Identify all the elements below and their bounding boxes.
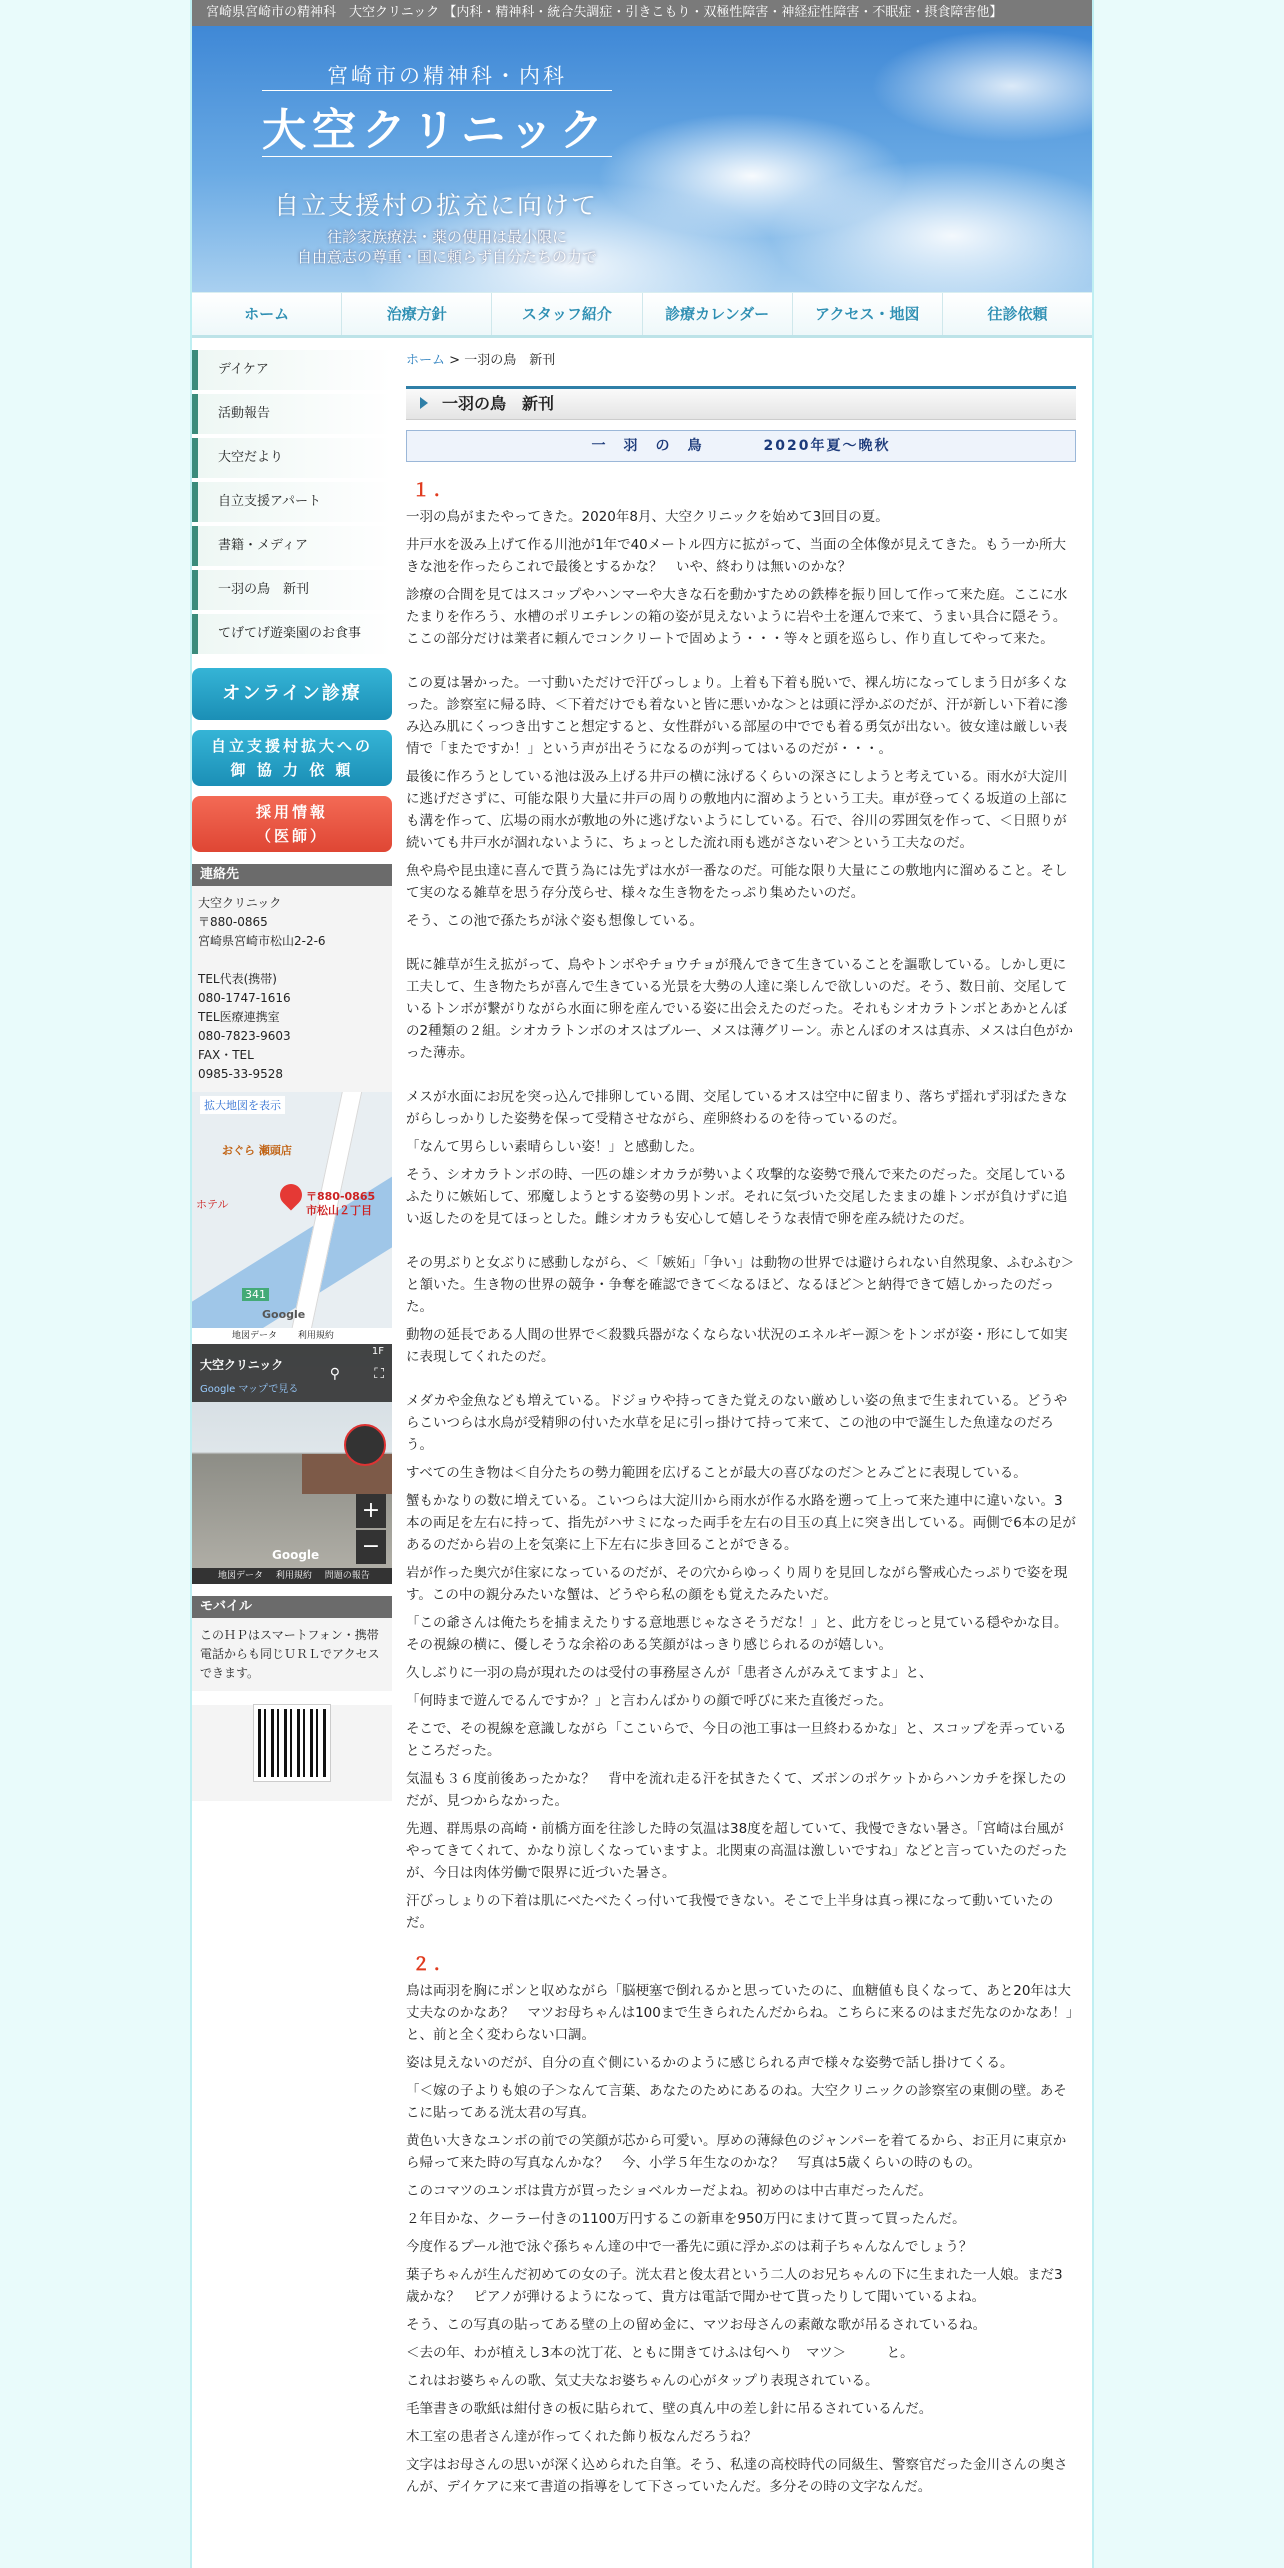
recruit-label-1: 採用情報 (255, 803, 328, 821)
contact-heading: 連絡先 (192, 864, 392, 886)
article-paragraph: ２年目かな、クーラー付きの1100万円するこの新車を950万円にまけて貰って買ったんだ。 (406, 2211, 966, 2227)
contact-line: 080-1747-1616 (198, 991, 291, 1005)
section-heading: ２． (412, 1954, 456, 1975)
side-item-newsletter[interactable]: 大空だより (192, 438, 392, 478)
banner-divider (262, 90, 612, 91)
map-footer (192, 1328, 392, 1344)
contact-line: FAX・TEL (198, 1048, 254, 1062)
nav-house-call[interactable]: 往診依頼 (987, 305, 1048, 323)
nav-calendar[interactable]: 診療カレンダー (643, 293, 793, 335)
banner-desc-2: 自由意志の尊重・国に頼らず自分たちの力で (296, 248, 597, 266)
article-paragraph: 今度作るプール池で泳ぐ孫ちゃん達の中で一番先に頭に浮かぶのは莉子ちゃんなんでしょう？ (406, 2239, 973, 2255)
mobile-heading: モバイル (192, 1596, 392, 1618)
article-paragraph: 「何時まで遊んでるんですか？」と言わんばかりの顔で呼びに来た直後だった。 (406, 1693, 892, 1709)
main-content (406, 350, 1076, 2504)
breadcrumb-current: 一羽の鳥 新刊 (464, 353, 556, 368)
side-item-bird[interactable]: 一羽の鳥 新刊 (192, 570, 392, 610)
street-view-maps-link[interactable]: Google マップで見る (200, 1384, 299, 1395)
article-paragraph: 「＜嫁の子よりも娘の子＞なんて言葉、あなたのためにあるのね。大空クリニックの診察室の東側の壁。あそこに貼ってある洸太君の写真。 (406, 2083, 1067, 2121)
article-body (406, 476, 1076, 2498)
side-menu (192, 350, 392, 654)
play-arrow-icon (420, 397, 428, 409)
qr-code-icon (254, 1705, 330, 1781)
article-paragraph: 一羽の鳥がまたやってきた。2020年8月、大空クリニックを始めて3回目の夏。 (406, 509, 889, 525)
article-paragraph: 木工室の患者さん達が作ってくれた飾り板なんだろうね？ (406, 2429, 757, 2445)
article-paragraph: そう、この写真の貼ってある壁の上の留め金に、マツお母さんの素敵な歌が吊るされているね。 (406, 2317, 987, 2333)
section-heading: １． (412, 480, 456, 501)
street-view-floor: 1F (371, 1346, 384, 1357)
article-paragraph: このコマツのユンボは貴方が買ったショベルカーだよね。初めのは中古車だったんだ。 (406, 2183, 932, 2199)
article-paragraph: 黄色い大きなユンボの前での笑顔が芯から可愛い。厚めの薄緑色のジャンパーを着てるから、お正月に東京から帰って来た時の写真なんかな？ 今、小学５年生なのかな？ 写真は5歳くらいの時のもの。 (406, 2133, 1067, 2171)
article-paragraph: 文字はお母さんの思いが深く込められた自筆。そう、私達の高校時代の同級生、警察官だった金川さんの奥さんが、デイケアに来て書道の指導をして下さっていたんだ。多分その時の文字なんだ。 (406, 2457, 1068, 2495)
map-embed[interactable] (192, 1092, 392, 1344)
article-paragraph: 魚や鳥や昆虫達に喜んで貰う為には先ずは水が一番なのだ。可能な限り大量にこの敷地内に溜めること。そして実のなる雑草を思う存分茂らせ、様々な生き物をたっぷり集めたいのだ。 (406, 863, 1068, 901)
global-nav (192, 292, 1092, 338)
contact-info (192, 886, 392, 1092)
street-view-title: 大空クリニック (200, 1358, 284, 1372)
map-address-1: 〒880-0865 (306, 1190, 376, 1203)
nav-access[interactable]: アクセス・地図 (793, 293, 943, 335)
article-paragraph: 診療の合間を見てはスコップやハンマーや大きな石を動かすための鉄棒を振り回して作って来た庭。ここに水たまりを作ろう、水槽のポリエチレンの箱の姿が見えないように岩や土を運んで来て、うまい具合に隠そう。ここの部分だけは業者に頼んでコンクリートで固めよう・・・等々と頭を巡らし、作り直してやって来た。 (406, 587, 1068, 647)
article-paragraph: 動物の延長である人間の世界で＜殺戮兵器がなくならない状況のエネルギー源＞をトンボが姿・形にして如実に表現してくれたのだ。 (406, 1327, 1068, 1365)
article-paragraph: 葉子ちゃんが生んだ初めての女の子。洸太君と俊太君という二人のお兄ちゃんの下に生まれた一人娘。まだ3歳かな？ ピアノが弾けるようになって、貴方は電話で聞かせて貰ったりして聞いているよね。 (406, 2267, 1063, 2305)
street-terms-link[interactable]: 利用規約 (275, 1571, 312, 1581)
article-paragraph: 姿は見えないのだが、自分の直ぐ側にいるかのように感じられる声で様々な姿勢で話し掛けてくる。 (406, 2055, 1014, 2071)
article-paragraph: 毛筆書きの歌紙は紺付きの板に貼られて、壁の真ん中の差し針に吊るされているんだ。 (406, 2401, 933, 2417)
map-terms-link[interactable]: 利用規約 (297, 1331, 334, 1341)
article-paragraph: ＜去の年、わが植えし3本の沈丁花、ともに開きてけふは匂へり マツ＞ と。 (406, 2345, 914, 2361)
contact-line: 大空クリニック (198, 896, 282, 910)
contact-line: 宮崎県宮崎市松山2-2-6 (198, 934, 326, 948)
mobile-text: このＨＰはスマートフォン・携帯電話からも同じＵＲＬでアクセスできます。 (192, 1618, 392, 1691)
article-subtitle (406, 430, 1076, 462)
coop-label-1: 自立支援村拡大への (210, 737, 373, 755)
map-label-hotel: ホテル (196, 1198, 229, 1211)
article-paragraph: 井戸水を汲み上げて作る川池が1年で40メートル四方に拡がって、当面の全体像が見えてきた。もう一か所大きな池を作ったらこれで最後とするかな？ いや、終わりは無いのかな？ (406, 537, 1066, 575)
cooperation-request-button[interactable] (192, 730, 392, 786)
recruit-label-2: （医師） (255, 827, 328, 845)
map-enlarge-link[interactable]: 拡大地図を表示 (200, 1096, 285, 1114)
article-paragraph: 岩が作った奥穴が住家になっているのだが、その穴からゆっくり周りを見回しながら警戒心たっぷりで姿を現す。この中の親分みたいな蟹は、どうやら私の顔をも覚えたみたいだ。 (406, 1565, 1068, 1603)
map-label-shop: おぐら 瀬頭店 (222, 1144, 292, 1157)
article-paragraph: メスが水面にお尻を突っ込んで排卵している間、交尾しているオスは空中に留まり、落ちず揺れず羽ばたきながらしっかりした姿勢を保って受精させながら、産卵終わるのを待っているのだ。 (406, 1089, 1068, 1127)
map-address-2: 市松山２丁目 (306, 1204, 372, 1217)
map-data-link[interactable]: 地図データ (232, 1331, 278, 1341)
article-paragraph: 鳥は両羽を胸にポンと収めながら「脳梗塞で倒れるかと思っていたのに、血糖値も良くなって、あと20年は大丈夫なのかなあ？ マツお母ちゃんは100まで生きられたんだからね。こちらに来るのはまだ先なのかなあ！」と、前と全く変わらない口調。 (406, 1983, 1073, 2043)
article-paragraph: 既に雑草が生え拡がって、鳥やトンボやチョウチョが飛んできて生きていることを謳歌している。しかし更に工夫して、生き物たちが喜んで生きている光景を大勢の人達に楽しんで欲しいのだ。そう、数日前、交尾しているトンボが繋がりながら水面に卵を産んでいる姿に出会えたのだった。それもシオカラトンボとあかとんぼの2種類の２組。シオカラトンボのオスはブルー、メスは薄グリーン。赤とんぼのオスは真赤、メスは白色がかった薄赤。 (406, 957, 1073, 1061)
article-paragraph: そう、この池で孫たちが泳ぐ姿も想像している。 (406, 913, 703, 929)
zoom-in-button[interactable]: + (356, 1494, 386, 1528)
article-paragraph: これはお婆ちゃんの歌、気丈夫なお婆ちゃんの心がタップり表現されている。 (406, 2373, 879, 2389)
breadcrumb-home-link[interactable]: ホーム (406, 353, 446, 368)
article-paragraph: そう、シオカラトンボの時、一匹の雄シオカラが勢いよく攻撃的な姿勢で飛んで来たのだった。交尾しているふたりに嫉妬して、邪魔しようとする姿勢の男トンボ。それに気づいた交尾したままの雄トンボが負けずに追い返したのを見てほっとした。雌シオカラも安心して嬉しそうな表情で卵を産み続けたのだ。 (406, 1167, 1068, 1227)
breadcrumb (406, 350, 1076, 372)
street-view-header (192, 1344, 392, 1402)
article-paragraph: 気温も３６度前後あったかな？ 背中を流れ走る汗を拭きたくて、ズボンのポケットからハンカチを探したのだが、見つからなかった。 (406, 1771, 1067, 1809)
side-item-reports[interactable]: 活動報告 (192, 394, 392, 434)
article-paragraph: メダカや金魚なども増えている。ドジョウや持ってきた覚えのない厳めしい姿の魚まで生まれている。どうやらこいつらは水鳥が受精卵の付いた水草を足に引っ掛けて持って来て、この池の中で誕生した魚達なのだろう。 (406, 1393, 1068, 1453)
article-subtitle-main: 一 羽 の 鳥 (591, 438, 704, 454)
contact-line: 0985-33-9528 (198, 1067, 284, 1081)
map-google-logo: Google (262, 1308, 306, 1321)
side-item-meals[interactable]: てげてげ遊楽園のお食事 (192, 614, 392, 654)
street-mapdata-link[interactable]: 地図データ (218, 1571, 264, 1581)
nav-staff[interactable]: スタッフ紹介 (492, 293, 642, 335)
qr-code-box (192, 1705, 392, 1801)
nav-home[interactable]: ホーム (192, 293, 342, 335)
contact-line: 〒880-0865 (198, 915, 268, 929)
map-route-badge: 341 (242, 1288, 269, 1301)
contact-line (198, 951, 386, 970)
side-item-daycare[interactable]: デイケア (192, 350, 392, 390)
side-item-books[interactable]: 書籍・メディア (192, 526, 392, 566)
banner-divider (262, 156, 612, 157)
contact-line: TEL医療連携室 (198, 1010, 280, 1024)
contact-line: TEL代表(携帯) (198, 972, 277, 986)
article-paragraph: 汗びっしょりの下着は肌にべたべたくっ付いて我慢できない。そこで上半身は真っ裸になって動いていたのだ。 (406, 1893, 1054, 1931)
recruit-button[interactable] (192, 796, 392, 852)
side-item-apartment[interactable]: 自立支援アパート (192, 482, 392, 522)
banner-subtitle: 宮崎市の精神科・内科 (327, 64, 567, 88)
banner-slogan: 自立支援村の拡充に向けて (274, 191, 599, 220)
zoom-out-button[interactable]: − (356, 1530, 386, 1564)
coop-label-2: 御 協 力 依 頼 (230, 761, 354, 779)
sidebar (192, 350, 392, 1801)
article-paragraph: 蟹もかなりの数に増えている。こいつらは大淀川から雨水が作る水路を遡って上って来た連中に違いない。3本の両足を左右に持って、指先がハサミになった両手を左右の目玉の真上に突き出している。両側で6本の足があるのだから岩の上を気楽に上下左右に歩き回ることができる。 (406, 1493, 1076, 1553)
contact-line: 080-7823-9603 (198, 1029, 291, 1043)
article-paragraph: その男ぶりと女ぶりに感動しながら、＜「嫉妬」「争い」は動物の世界では避けられない自然現象、ふむふむ＞と頷いた。生き物の世界の競争・争奪を確認できて＜なるほど、なるほど＞と納得できて嬉しかったのだった。 (406, 1255, 1075, 1315)
article-paragraph: この夏は暑かった。一寸動いただけで汗びっしょり。上着も下着も脱いで、裸ん坊になってしまう日が多くなった。診察室に帰る時、＜下着だけでも着ないと皆に悪いかな＞とは頭に浮かぶのだが、汗が新しい下着に滲み込み肌にくっつき出すこと想定すると、女性群がいる部屋の中ででも着る勇気が出ない。彼女達は厳しい表情で「またですか！」という声が出そうになるのが判ってはいるのだが・・・。 (406, 675, 1068, 757)
fullscreen-icon[interactable]: ⛶ (374, 1366, 384, 1382)
article-paragraph: 久しぶりに一羽の鳥が現れたのは受付の事務屋さんが「患者さんがみえてますよ」と、 (406, 1665, 933, 1681)
nav-policy[interactable]: 治療方針 (342, 293, 492, 335)
location-icon[interactable]: ⚲ (329, 1366, 340, 1382)
breadcrumb-separator: > (445, 353, 465, 368)
article-paragraph: そこで、その視線を意識しながら「ここいらで、今日の池工事は一旦終わるかな」と、スコップを弄っているところだった。 (406, 1721, 1067, 1759)
article-paragraph: 「この爺さんは俺たちを捕まえたりする意地悪じゃなさそうだな！」と、此方をじっと見ている穏やかな目。その視線の横に、優しそうな余裕のある笑顔がはっきり感じられるのが嬉しい。 (406, 1615, 1068, 1653)
article-paragraph: 「なんて男らしい素晴らしい姿！」と感動した。 (406, 1139, 703, 1155)
article-paragraph: 先週、群馬県の高崎・前橋方面を往診した時の気温は38度を超していて、我慢できない暑さ。「宮崎は台風がやってきてくれて、かなり涼しくなっていますよ。北関東の高温は激しいですね」などと言っていたのだったが、今日は肉体労働で限界に近づいた暑さ。 (406, 1821, 1068, 1881)
page-title-text: 一羽の鳥 新刊 (442, 394, 555, 413)
compass-icon[interactable] (344, 1424, 386, 1466)
article-paragraph: すべての生き物は＜自分たちの勢力範囲を広げることが最大の喜びなのだ＞とみごとに表現している。 (406, 1465, 1027, 1481)
header-banner (192, 26, 1092, 292)
street-view-footer (192, 1568, 392, 1584)
street-report-link[interactable]: 問題の報告 (324, 1571, 370, 1581)
street-view-embed[interactable] (192, 1344, 392, 1584)
article-subtitle-period: 2020年夏～晩秋 (763, 438, 891, 454)
online-consultation-button[interactable]: オンライン診療 (192, 668, 392, 720)
site-title[interactable]: 大空クリニック (262, 105, 610, 156)
site-tagline: 宮崎県宮崎市の精神科 大空クリニック 【内科・精神科・統合失調症・引きこもり・双極性障害・神経症性障害・不眠症・摂食障害他】 (192, 0, 1092, 26)
page-title (406, 386, 1076, 420)
banner-desc-1: 往診家族療法・薬の使用は最小限に (326, 228, 567, 246)
article-paragraph: 最後に作ろうとしている池は汲み上げる井戸の横に泳げるくらいの深さにしようと考えている。雨水が大淀川に逃げださずに、可能な限り大量に井戸の周りの敷地内に溜めようという工夫。車が登ってくる坂道の上部にも溝を作って、広場の雨水が敷地の外に逃げないようにしている。石で、谷川の雰囲気を作って、＜日照りが続いても井戸水が涸れないように、ちょっとした流れ雨も逃がさないぞ＞という工夫なのだ。 (406, 769, 1068, 851)
map-pin-icon[interactable] (275, 1179, 306, 1210)
street-google-logo: Google (272, 1548, 320, 1562)
page (192, 0, 1092, 2568)
